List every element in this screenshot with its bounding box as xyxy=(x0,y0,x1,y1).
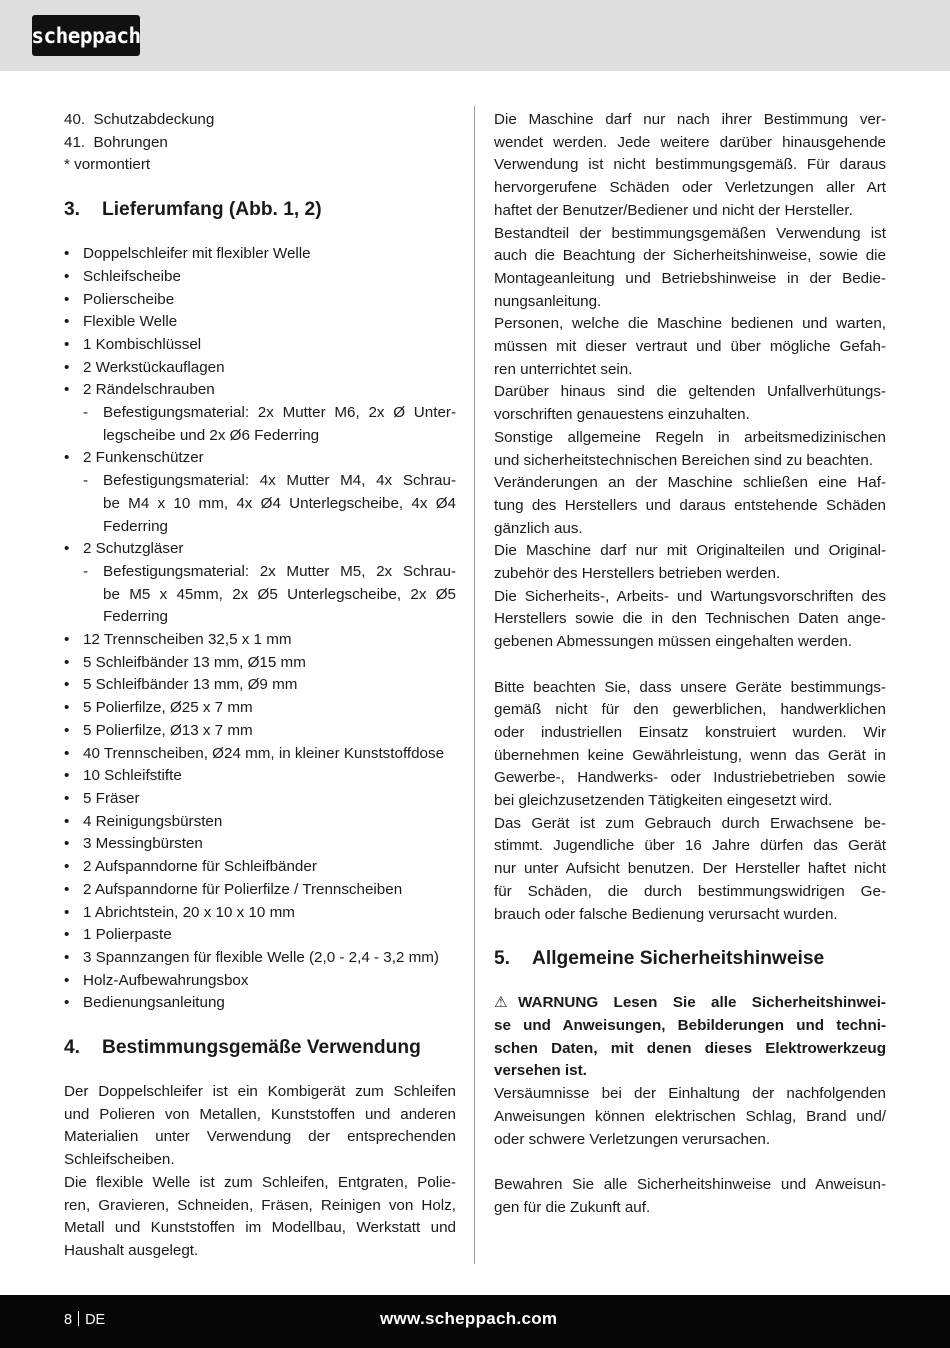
sub-list-item: - Befestigungsmaterial: 2x Mutter M5, 2x Schrau- be M5 x 45mm, 2x Ø5 Unterlegscheibe, 2x Ø5 Federring xyxy=(83,562,456,626)
footer-separator xyxy=(78,1311,79,1326)
section-title: Allgemeine Sicherheitshinweise xyxy=(532,948,825,970)
section-number: 5. xyxy=(494,948,511,970)
paragraph: Personen, welche die Maschine bedienen und warten, müssen mit dieser vertraut und über mögliche Gefah- ren unterrichtet sein. xyxy=(494,315,886,378)
list-item: • 5 Schleifbänder 13 mm, Ø15 mm xyxy=(64,653,306,671)
list-item: • 2 Aufspanndorne für Polierfilze / Trennscheiben xyxy=(64,880,403,898)
list-item: • 5 Polierfilze, Ø25 x 7 mm xyxy=(64,699,253,717)
list-item: • 2 Aufspanndorne für Schleifbänder xyxy=(64,858,317,876)
paragraph: Darüber hinaus sind die geltenden Unfallverhütungs- vorschriften genauestens einzuhalten. xyxy=(494,383,886,424)
list-item: • 12 Trennscheiben 32,5 x 1 mm xyxy=(64,631,292,649)
list-item: • 5 Polierfilze, Ø13 x 7 mm xyxy=(64,721,253,739)
left-column xyxy=(64,109,456,1263)
list-item: • Bedienungsanleitung xyxy=(64,994,225,1012)
list-item: • 4 Reinigungsbürsten xyxy=(64,812,223,830)
list-item: • 10 Schleifstifte xyxy=(64,767,182,785)
paragraph: Bestandteil der bestimmungsgemäßen Verwendung ist auch die Beachtung der Sicherheitshinweise, sowie die Montageanleitung und Betriebshinweise in der Bedie- nungsanleitung. xyxy=(494,224,886,310)
list-item: • 5 Fräser xyxy=(64,789,140,807)
list-item: • 2 Funkenschützer xyxy=(64,449,204,467)
paragraph: Die Maschine darf nur nach ihrer Bestimmung ver- wendet werden. Jede weitere darüber hinausgehende Verwendung ist nicht bestimmungsgemäß. Für daraus hervorgerufene Schäden oder Verletzungen aller Art haftet der Benutzer/Bediener und nicht der Hersteller. xyxy=(494,111,886,219)
list-item: • 1 Kombischlüssel xyxy=(64,335,202,353)
list-item: • Schleifscheibe xyxy=(64,267,181,285)
list-item: • 2 Werkstückauflagen xyxy=(64,358,225,376)
section-title: Bestimmungsgemäße Verwendung xyxy=(102,1037,421,1059)
website-url: www.scheppach.com xyxy=(380,1309,558,1328)
list-item: 40. Schutzabdeckung xyxy=(64,111,215,128)
page-indicator xyxy=(64,1311,105,1328)
section-heading xyxy=(494,947,886,971)
warning-icon: ⚠ xyxy=(494,994,508,1012)
paragraph: Die Maschine darf nur mit Originalteilen und Original- zubehör des Herstellers betrieben werden. xyxy=(494,542,886,583)
paragraph: Das Gerät ist zum Gebrauch durch Erwachsene be- stimmt. Jugendliche über 16 Jahre dürfen das Gerät nur unter Aufsicht benutzen. Der Hersteller haftet nicht für Schäden, die durch bestimmungswidrigen Ge- brauch oder falsche Bedienung verursacht wurden. xyxy=(494,814,886,923)
warning-block: ⚠ WARNUNG Lesen Sie alle Sicherheitshinwei- se und Anweisungen, Bebilderungen und techni- schen Daten, mit denen dieses Elektrowerkzeug versehen ist. xyxy=(494,994,886,1080)
paragraph: Bitte beachten Sie, dass unsere Geräte bestimmungs- gemäß nicht für den gewerblichen, handwerklichen oder industriellen Einsatz konstruiert wurden. Wir übernehmen keine Gewährleistung, wenn das Gerät in Gewerbe-, Handwerks- oder Industriebetrieben sowie bei gleichzusetzenden Tätigkeiten eingesetzt wird. xyxy=(494,678,886,810)
list-item: • 5 Schleifbänder 13 mm, Ø9 mm xyxy=(64,676,298,694)
paragraph: Sonstige allgemeine Regeln in arbeitsmedizinischen und sicherheitstechnischen Bereichen sind zu beachten. xyxy=(494,428,886,469)
list-item: • Doppelschleifer mit flexibler Welle xyxy=(64,245,311,263)
list-item: • 1 Polierpaste xyxy=(64,926,172,944)
list-item: • 2 Schutzgläser xyxy=(64,540,184,558)
list-item: • 3 Messingbürsten xyxy=(64,835,203,853)
list-item: • 40 Trennscheiben, Ø24 mm, in kleiner Kunststoffdose xyxy=(64,744,445,762)
footer-bar xyxy=(0,1295,950,1348)
sub-list-item: - Befestigungsmaterial: 4x Mutter M4, 4x Schrau- be M4 x 10 mm, 4x Ø4 Unterlegscheibe, 4x Ø4 Federring xyxy=(83,472,456,535)
section-title: Lieferumfang (Abb. 1, 2) xyxy=(102,199,322,221)
paragraph: Veränderungen an der Maschine schließen eine Haf- tung des Herstellers und daraus entstehende Schäden gänzlich aus. xyxy=(494,474,886,537)
language-code: DE xyxy=(85,1312,106,1328)
list-item: • Holz-Aufbewahrungsbox xyxy=(64,971,249,989)
section-heading xyxy=(64,1036,456,1060)
right-column xyxy=(494,109,886,1219)
column-divider xyxy=(474,106,475,1264)
paragraph: Die Sicherheits-, Arbeits- und Wartungsvorschriften des Herstellers sowie die in den Technischen Daten ange- gebenen Abmessungen müssen eingehalten werden. xyxy=(494,587,886,651)
section-heading xyxy=(64,198,456,222)
parts-list xyxy=(64,109,456,177)
scheppach-logo: scheppach xyxy=(32,15,140,56)
page-number: 8 xyxy=(64,1312,73,1328)
paragraph: Bewahren Sie alle Sicherheitshinweise und Anweisun- gen für die Zukunft auf. xyxy=(494,1175,886,1216)
list-item: • 1 Abrichtstein, 20 x 10 x 10 mm xyxy=(64,903,295,921)
paragraph: Die flexible Welle ist zum Schleifen, Entgraten, Polie- ren, Gravieren, Schneiden, Fräsen, Reinigen von Holz, Metall und Kunststoffen im Modellbau, Werkstatt und Haushalt ausgelegt. xyxy=(64,1173,456,1259)
section-number: 3. xyxy=(64,199,81,221)
paragraph: Versäumnisse bei der Einhaltung der nachfolgenden Anweisungen können elektrischen Schlag, Brand und/ oder schwere Verletzungen verursachen. xyxy=(494,1085,886,1148)
header-bar xyxy=(0,0,950,71)
list-item: * vormontiert xyxy=(64,156,151,174)
delivery-list xyxy=(64,243,456,1015)
section-number: 4. xyxy=(64,1037,81,1059)
paragraph: Der Doppelschleifer ist ein Kombigerät zum Schleifen und Polieren von Metallen, Kunststoffen und anderen Materialien unter Verwendung der entsprechenden Schleifscheiben. xyxy=(64,1083,456,1169)
list-item: • Flexible Welle xyxy=(64,313,178,331)
list-item: • 2 Rändelschrauben xyxy=(64,381,215,399)
list-item: 41. Bohrungen xyxy=(64,133,168,151)
list-item: • 3 Spannzangen für flexible Welle (2,0 - 2,4 - 3,2 mm) xyxy=(64,948,439,966)
sub-list-item: - Befestigungsmaterial: 2x Mutter M6, 2x Ø Unter- legscheibe und 2x Ø6 Federring xyxy=(83,404,456,444)
list-item: • Polierscheibe xyxy=(64,290,175,308)
